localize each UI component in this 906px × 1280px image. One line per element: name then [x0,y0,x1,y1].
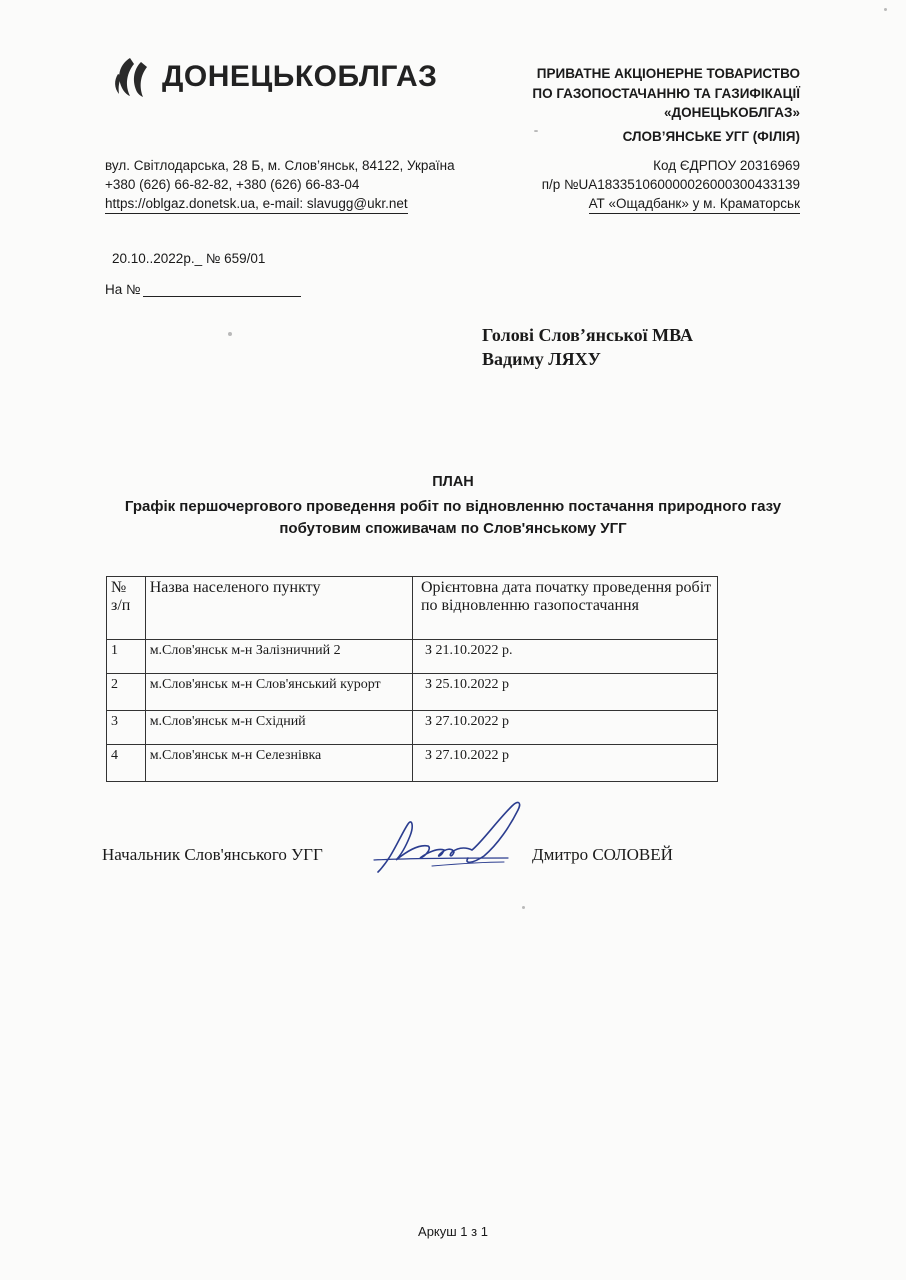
plan-title: ПЛАН [432,474,474,490]
cell-number: 3 [107,711,146,745]
web-email-line: https://oblgaz.donetsk.ua, e-mail: slavugg@ukr.net [105,194,408,214]
cell-number: 2 [107,674,146,711]
scan-speck [534,130,538,132]
cell-date: З 27.10.2022 р [412,711,717,745]
table-row [107,711,718,745]
plan-subtitle: Графік першочергового проведення робіт по відновленню постачання природного газу побутовим споживачам по Слов'янському УГГ [124,498,782,537]
addressee-name: Вадиму ЛЯХУ [482,349,601,369]
header-number: № з/п [107,577,146,640]
header-date: Орієнтовна дата початку проведення робіт по відновленню газопостачання [412,577,717,640]
company-line: «ДОНЕЦЬКОБЛГАЗ» [663,105,800,120]
reference-label: На № [105,282,141,297]
addressee-block [482,323,693,371]
reference-number [105,282,301,297]
signer-position: Начальник Слов'янського УГГ [102,845,323,864]
cell-locality: м.Слов'янськ м-н Східний [145,711,412,745]
signer-name: Дмитро СОЛОВЕЙ [532,845,673,864]
address-line: вул. Світлодарська, 28 Б, м. Слов’янськ, 84122, Україна [105,158,455,173]
outgoing-number: 20.10..2022р._ № 659/01 [112,251,266,266]
company-logo [108,54,437,100]
scan-speck [228,332,232,336]
cell-date: З 21.10.2022 р. [412,640,717,674]
page-counter: Аркуш 1 з 1 [418,1224,488,1239]
header-locality: Назва населеного пункту [145,577,412,640]
cell-locality: м.Слов'янськ м-н Селезнівка [145,745,412,782]
handwritten-signature [372,796,532,882]
requisites-block [542,156,800,214]
company-line: СЛОВ’ЯНСЬКЕ УГГ (ФІЛІЯ) [622,128,800,144]
scan-speck [522,906,525,909]
edrpou-line: Код ЄДРПОУ 20316969 [653,158,800,173]
table-row [107,640,718,674]
company-name-block [532,64,800,146]
cell-number: 1 [107,640,146,674]
addressee-title: Голові Слов’янської МВА [482,325,693,345]
cell-locality: м.Слов'янськ м-н Слов'янський курорт [145,674,412,711]
company-line: ПО ГАЗОПОСТАЧАННЮ ТА ГАЗИФІКАЦІЇ [532,85,800,101]
schedule-table [106,576,718,782]
flame-logo-icon [108,54,154,100]
company-line: ПРИВАТНЕ АКЦІОНЕРНЕ ТОВАРИСТВО [536,66,800,81]
scan-speck [884,8,887,11]
cell-number: 4 [107,745,146,782]
cell-locality: м.Слов'янськ м-н Залізничний 2 [145,640,412,674]
address-block [105,156,455,214]
phone-line: +380 (626) 66-82-82, +380 (626) 66-83-04 [105,177,360,192]
iban-line: п/р №UA183351060000026000300433139 [541,177,800,192]
cell-date: З 27.10.2022 р [412,745,717,782]
logo-wordmark: ДОНЕЦЬКОБЛГАЗ [162,60,438,93]
table-header-row [107,577,718,640]
bank-line: АТ «Ощадбанк» у м. Краматорськ [589,194,800,214]
reference-blank-line [143,282,301,297]
table-row [107,674,718,711]
table-row [107,745,718,782]
cell-date: З 25.10.2022 р [412,674,717,711]
